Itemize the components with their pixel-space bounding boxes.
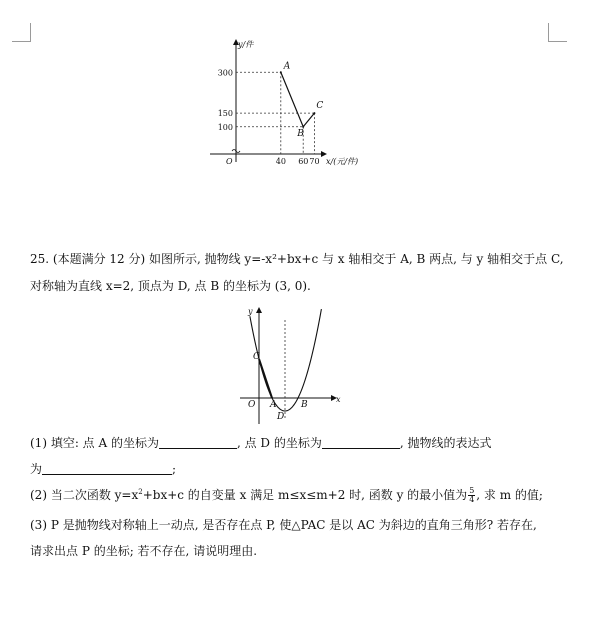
minimum-value-fraction: [468, 487, 475, 504]
part-1-text-b: , 点 D 的坐标为: [236, 436, 322, 450]
part-2-text-c: , 求 m 的值;: [476, 488, 543, 502]
y-axis-label: y: [248, 307, 253, 316]
series-line: [281, 72, 315, 127]
x-axis-label: x: [336, 395, 341, 404]
part-1-text-e: ;: [172, 462, 177, 476]
point-label-c: C: [253, 352, 260, 362]
parabola-curve: [250, 309, 322, 411]
part-1-text-c: , 抛物线的表达式: [399, 436, 492, 450]
page-corner-mark: [548, 23, 567, 42]
data-point-c: [313, 112, 315, 114]
chart-series: [280, 71, 316, 128]
x-tick-label: 60: [298, 157, 309, 166]
parabola-figure: [232, 300, 344, 428]
part-1-text-d: 为: [30, 462, 43, 476]
y-tick-label: 300: [217, 68, 233, 78]
part-2-exponent: 2: [138, 488, 143, 496]
answer-blank-point-a[interactable]: [159, 436, 237, 449]
page-corner-mark: [12, 23, 31, 42]
chart-guide-lines: [236, 72, 314, 154]
question-stem-line-1: 25. (本题满分 12 分) 如图所示, 抛物线 y=-x²+bx+c 与 x 轴相交于 A, B 两点, 与 y 轴相交于点 C,: [30, 252, 564, 266]
y-axis-label: y/件: [238, 40, 254, 49]
chart-axes: [210, 40, 326, 162]
point-label-d: D: [277, 412, 285, 422]
part-1-text-a: (1) 填空: 点 A 的坐标为: [30, 436, 159, 450]
point-label-c: C: [316, 101, 324, 112]
origin-label: O: [226, 157, 233, 166]
y-tick-label: 100: [217, 122, 233, 132]
part-3-line-1: (3) P 是抛物线对称轴上一动点, 是否存在点 P, 使△PAC 是以 AC 为斜边的直角三角形? 若存在,: [30, 518, 537, 532]
x-tick-label: 40: [275, 157, 286, 166]
data-point-b: [302, 126, 304, 128]
price-quantity-chart: [206, 36, 376, 171]
chart-labels: [218, 40, 358, 166]
answer-blank-expression[interactable]: [42, 462, 172, 475]
fraction-denominator: 4: [469, 495, 475, 504]
part-3-line-2: 请求出点 P 的坐标; 若不存在, 请说明理由.: [30, 544, 258, 558]
point-label-a: A: [270, 400, 277, 410]
part-1-line-1: [30, 435, 492, 451]
answer-blank-point-d[interactable]: [322, 436, 400, 449]
part-1-line-2: [30, 461, 176, 477]
point-label-b: B: [301, 400, 308, 410]
point-label-a: A: [283, 61, 291, 72]
chart-series: [250, 309, 322, 411]
question-stem-line-2: 对称轴为直线 x=2, 顶点为 D, 点 B 的坐标为 (3, 0).: [30, 279, 311, 293]
x-axis-label: x/(元/件): [326, 157, 359, 166]
part-2-line: [30, 487, 543, 504]
fraction-numerator: 5: [469, 486, 475, 495]
origin-label: O: [248, 400, 256, 410]
data-point-a: [280, 71, 282, 73]
y-tick-label: 150: [217, 109, 233, 119]
part-2-text-a: (2) 当二次函数 y=x: [30, 488, 139, 502]
x-tick-label: 70: [309, 157, 320, 166]
segment-ac: [259, 359, 272, 398]
point-label-b: B: [297, 128, 304, 139]
part-2-text-b: +bx+c 的自变量 x 满足 m≤x≤m+2 时, 函数 y 的最小值为: [142, 488, 468, 502]
